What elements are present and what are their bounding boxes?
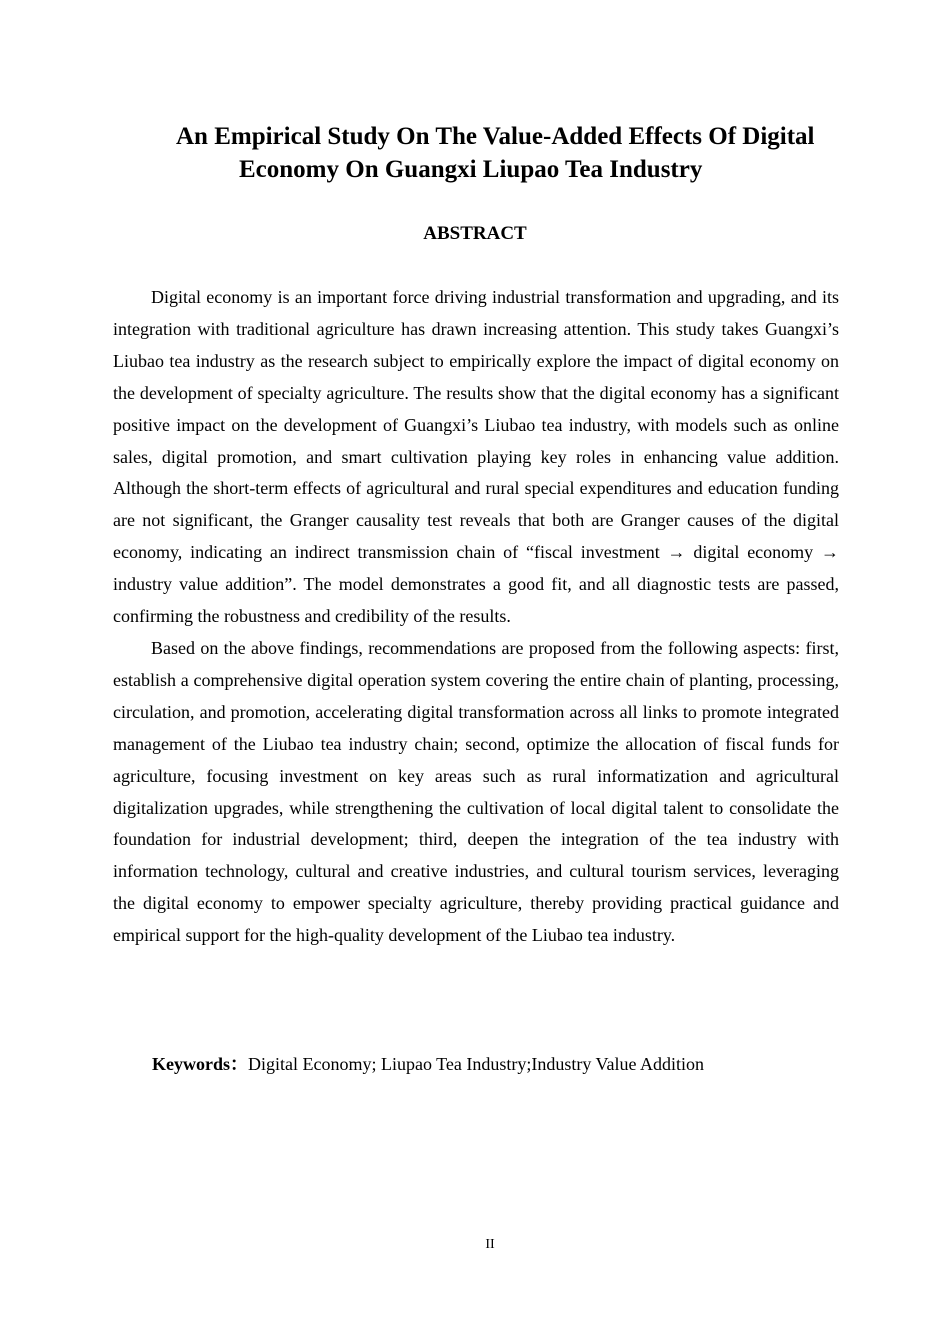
keywords-label: Keywords：	[152, 1054, 248, 1074]
abstract-body	[113, 282, 839, 952]
title-line-1: An Empirical Study On The Value-Added Effects Of Digital	[176, 123, 815, 150]
abstract-paragraph-1: Digital economy is an important force driving industrial transformation and upgrading, and its integration with traditional agriculture has drawn increasing attention. This study takes Guangxi’s Liubao tea industry as the research subject to empirically explore the impact of digital economy on the development of specialty agriculture. The results show that the digital economy has a significant positive impact on the development of Guangxi’s Liubao tea industry, with models such as online sales, digital promotion, and smart cultivation playing key roles in enhancing value addition. Although the short-term effects of agricultural and rural special expenditures and education funding are not significant, the Granger causality test reveals that both are Granger causes of the digital economy, indicating an indirect transmission chain of “fiscal investment → digital economy → industry value addition”. The model demonstrates a good fit, and all diagnostic tests are passed, confirming the robustness and credibility of the results.	[113, 287, 839, 627]
title-line-2: Economy On Guangxi Liupao Tea Industry	[239, 156, 703, 183]
keywords-value: Digital Economy; Liupao Tea Industry;Industry Value Addition	[248, 1054, 705, 1074]
document-title	[150, 120, 850, 186]
abstract-heading: ABSTRACT	[423, 223, 527, 244]
keywords-line	[152, 1050, 704, 1078]
abstract-paragraph-2: Based on the above findings, recommendations are proposed from the following aspects: first, establish a comprehensive digital operation system covering the entire chain of planting, processing, circulation, and promotion, accelerating digital transformation across all links to promote integrated management of the Liubao tea industry chain; second, optimize the allocation of fiscal funds for agriculture, focusing investment on key areas such as rural informatization and agricultural digitalization upgrades, while strengthening the cultivation of local digital talent to consolidate the foundation for industrial development; third, deepen the integration of the tea industry with information technology, cultural and creative industries, and cultural tourism services, leveraging the digital economy to empower specialty agriculture, thereby providing practical guidance and empirical support for the high-quality development of the Liubao tea industry.	[113, 637, 839, 946]
page-number: II	[485, 1237, 495, 1252]
